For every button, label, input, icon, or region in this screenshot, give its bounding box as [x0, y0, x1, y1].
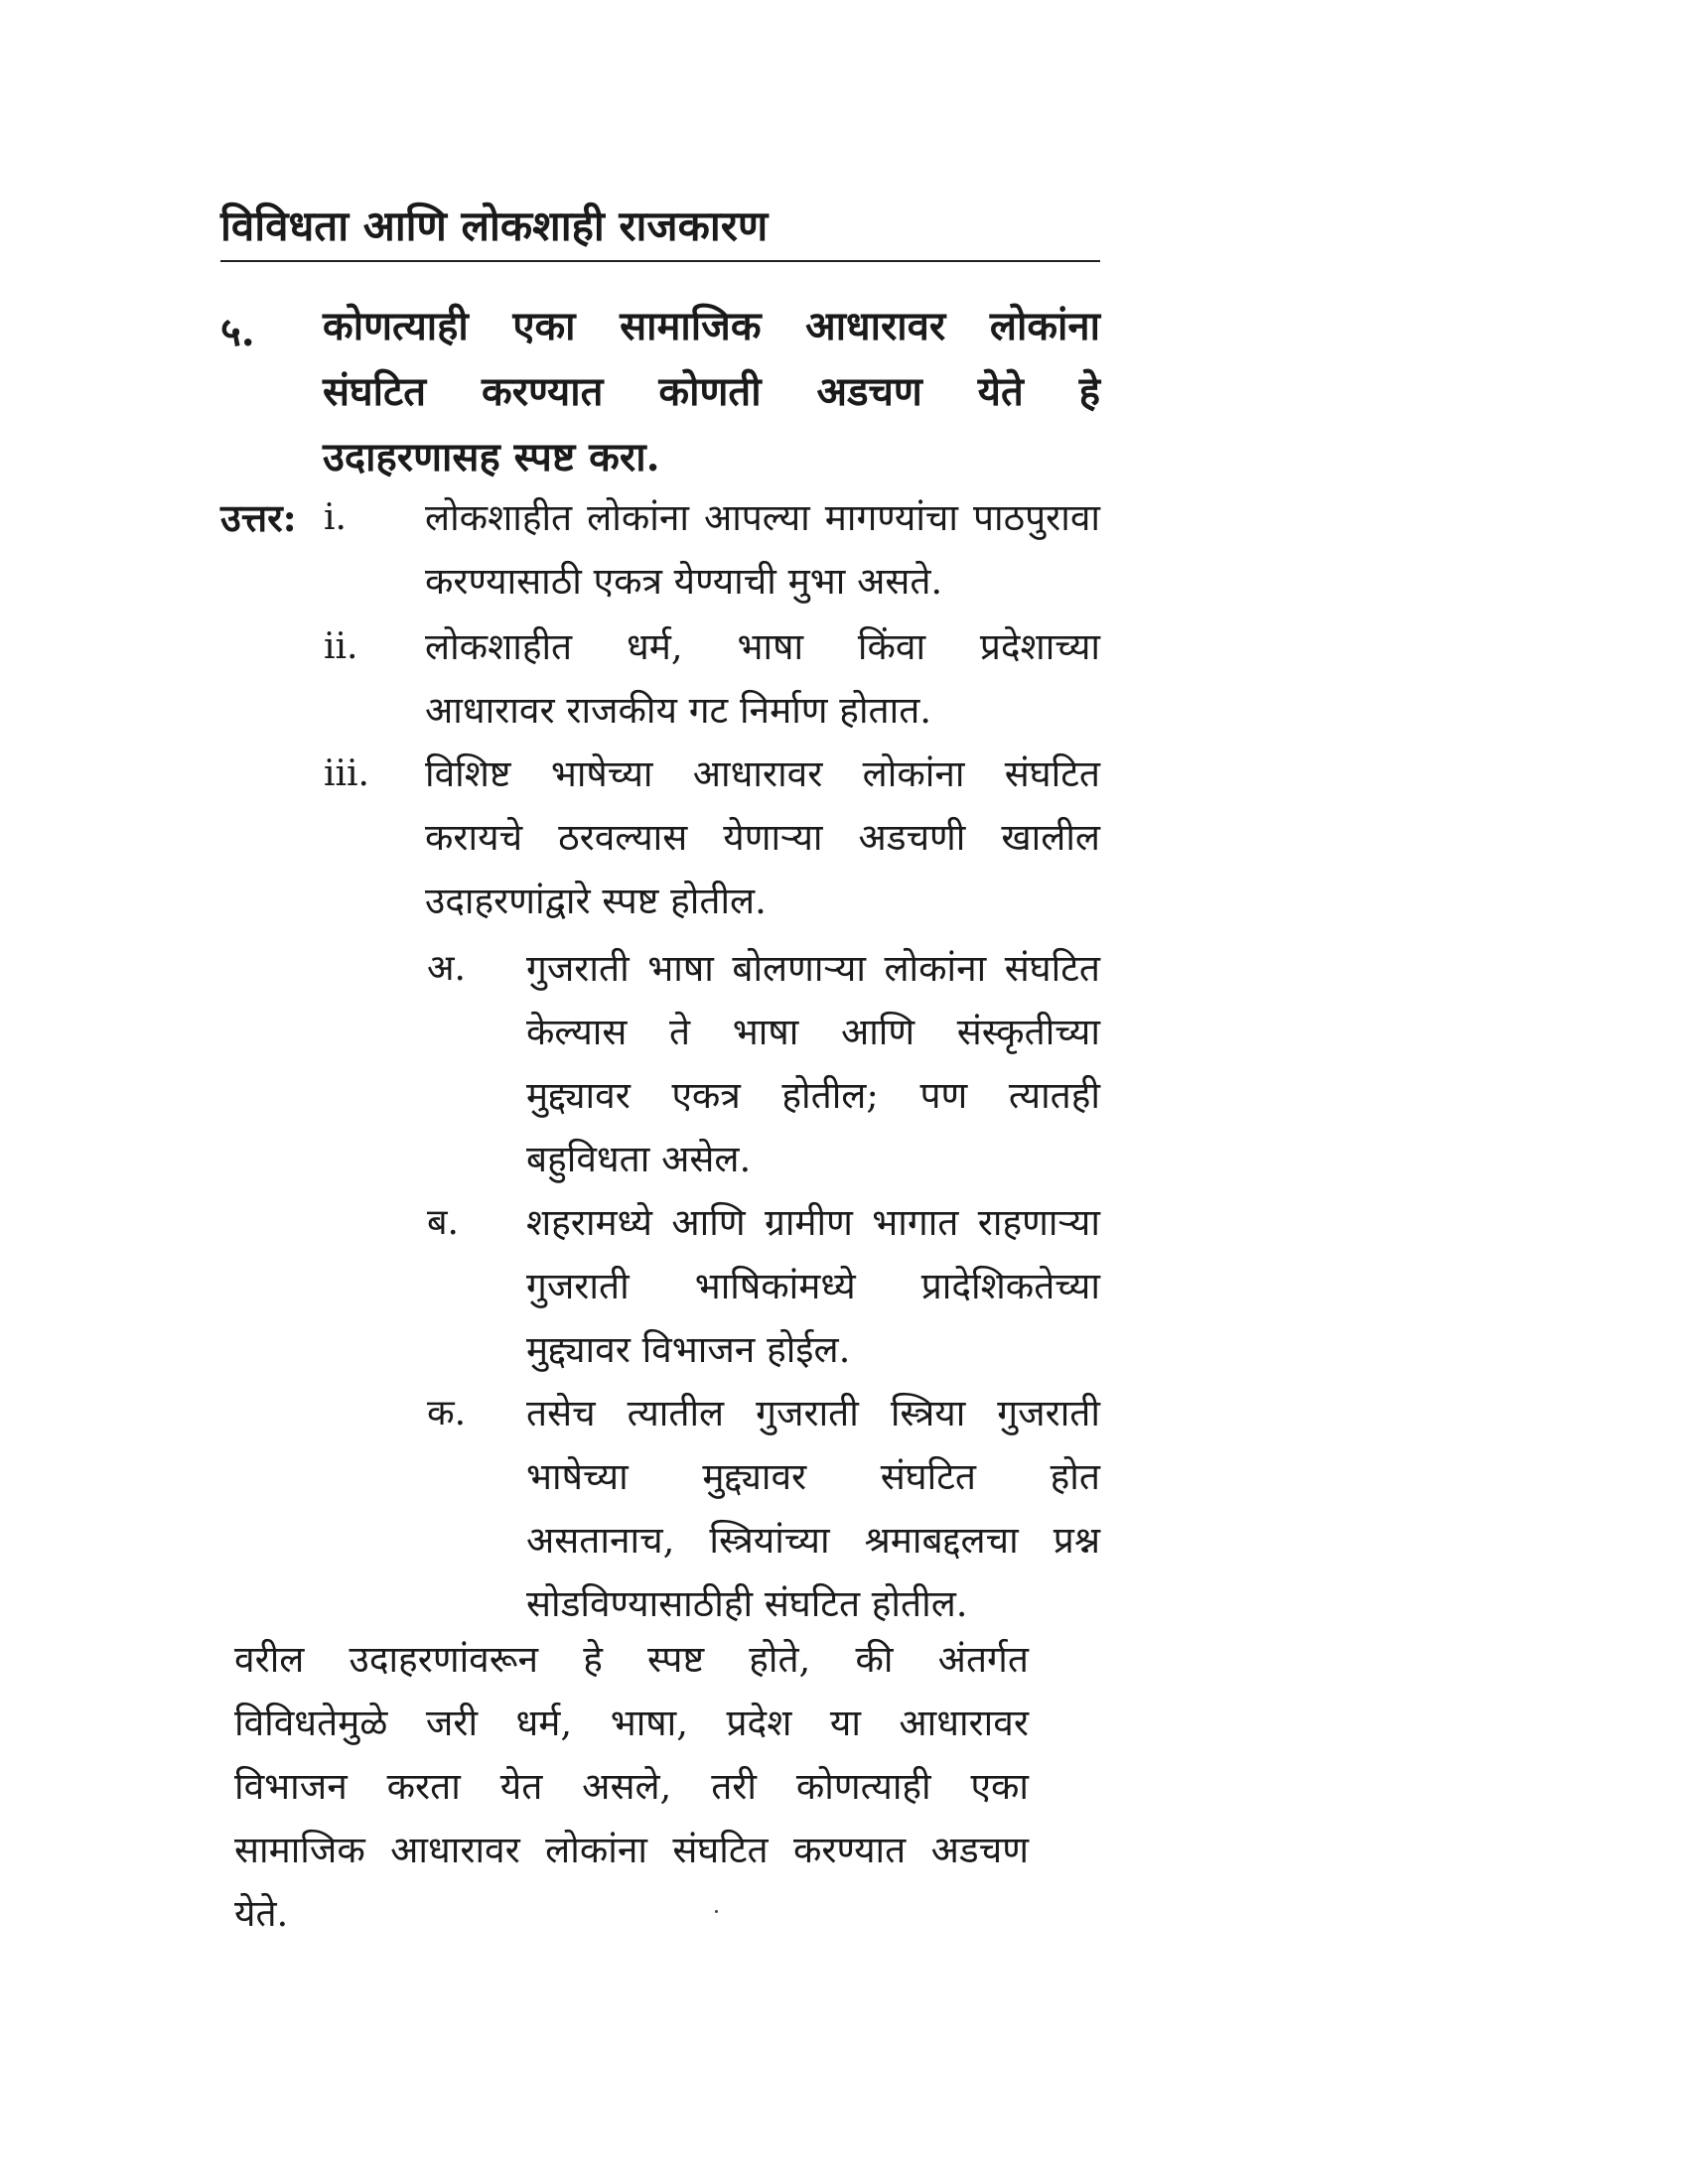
point-marker: ii.	[324, 626, 358, 667]
answer-point: लोकशाहीत लोकांना आपल्या मागण्यांचा पाठपुरावा करण्यासाठी एकत्र येण्याची मुभा असते.	[425, 496, 1100, 603]
question-line: उदाहरणासह स्पष्ट करा.	[323, 434, 660, 480]
question-line: संघटित करण्यात कोणती अडचण येते हे	[323, 368, 1100, 415]
scan-speck	[715, 1910, 718, 1913]
answer-subpoint: शहरामध्ये आणि ग्रामीण भागात राहणाऱ्या गुजराती भाषिकांमध्ये प्रादेशिकतेच्या मुद्द्यावर विभाजन होईल.	[526, 1201, 1100, 1371]
subpoint-marker: अ.	[427, 948, 466, 989]
question-text	[323, 294, 1100, 490]
subpoint-marker: ब.	[427, 1202, 459, 1243]
question-line: कोणत्याही एका सामाजिक आधारावर लोकांना	[323, 303, 1100, 349]
answer-subpoint: गुजराती भाषा बोलणाऱ्या लोकांना संघटित केल्यास ते भाषा आणि संस्कृतीच्या मुद्द्यावर एकत्र होतील; पण त्यातही बहुविधता असेल.	[526, 947, 1100, 1180]
point-marker: iii.	[324, 753, 369, 794]
answer-label: उत्तर:	[220, 495, 297, 540]
answer-point: लोकशाहीत धर्म, भाषा किंवा प्रदेशाच्या आधारावर राजकीय गट निर्माण होतात.	[425, 625, 1100, 732]
question-number: ५.	[220, 309, 255, 355]
answer-subpoint: तसेच त्यातील गुजराती स्त्रिया गुजराती भाषेच्या मुद्द्यावर संघटित होत असतानाच, स्त्रियांच्या श्रमाबद्दलचा प्रश्न सोडविण्यासाठीही संघटित होतील.	[526, 1392, 1100, 1625]
subpoint-marker: क.	[427, 1393, 467, 1433]
answer-conclusion: वरील उदाहरणांवरून हे स्पष्ट होते, की अंतर्गत विविधतेमुळे जरी धर्म, भाषा, प्रदेश या आधारावर विभाजन करता येत असले, तरी कोणत्याही एका सामाजिक आधारावर लोकांना संघटित करण्यात अडचण येते.	[234, 1638, 1029, 1935]
header-divider	[220, 260, 1100, 262]
point-marker: i.	[324, 497, 347, 538]
page-header-title: विविधता आणि लोकशाही राजकारण	[220, 202, 769, 250]
answer-point: विशिष्ट भाषेच्या आधारावर लोकांना संघटित करायचे ठरवल्यास येणाऱ्या अडचणी खालील उदाहरणांद्वारे स्पष्ट होतील.	[425, 752, 1100, 922]
